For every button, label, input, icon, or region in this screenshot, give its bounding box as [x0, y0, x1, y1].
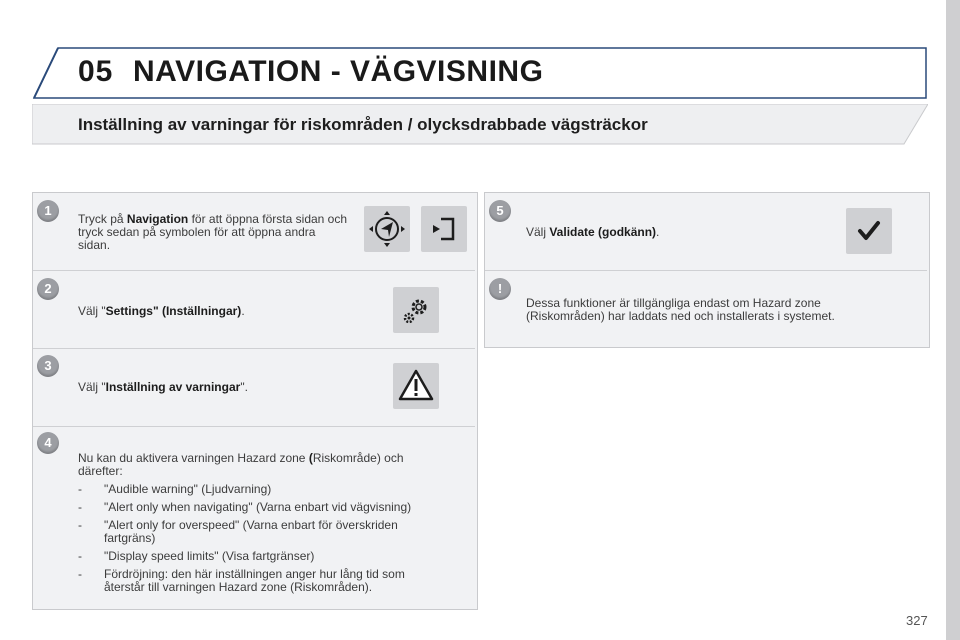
- step-4-divider: [33, 426, 475, 427]
- list-item: - "Display speed limits" (Visa fartgränser): [78, 550, 438, 563]
- step-badge-2: 2: [37, 278, 59, 300]
- step-3-text: Välj "Inställning av varningar".: [78, 380, 248, 394]
- navigation-compass-icon: [364, 206, 410, 252]
- list-item: - "Alert only when navigating" (Varna enbart vid vägvisning): [78, 501, 438, 514]
- step-badge-5: 5: [489, 200, 511, 222]
- page-number: 327: [906, 613, 928, 628]
- note-divider: [485, 270, 927, 271]
- right-margin-strip: [946, 0, 960, 640]
- step-badge-1: 1: [37, 200, 59, 222]
- navigation-button: [364, 206, 410, 252]
- validate-button: [846, 208, 892, 254]
- settings-button: [393, 287, 439, 333]
- section-title: Inställning av varningar för riskområden / olycksdrabbade vägsträckor: [78, 115, 648, 134]
- step-4-text: Nu kan du aktivera varningen Hazard zone (Riskområde) och därefter: - "Audible warning" (Ljudvarning) - "Alert only when navigating" (Varna enbart vid vägvisning) - "Alert only for overspeed" (Varna enbart för överskriden fartgräns) - "Display speed limits" (Visa fartgränser) - Fördröjning: den här inställningen anger hur lång tid som återstår till varningen Hazard zone (Riskområden).: [78, 452, 438, 594]
- warning-options-list: [78, 483, 438, 594]
- warnings-button: [393, 363, 439, 409]
- note-text: Dessa funktioner är tillgängliga endast om Hazard zone (Riskområden) har laddats ned och installerats i systemet.: [526, 296, 835, 323]
- checkmark-icon: [846, 208, 892, 254]
- settings-gears-icon: [393, 287, 439, 333]
- step-2-divider: [33, 270, 475, 271]
- step-badge-4: 4: [37, 432, 59, 454]
- chapter-number: 05: [78, 55, 114, 88]
- list-item: - "Audible warning" (Ljudvarning): [78, 483, 438, 496]
- step-5-text: Välj Validate (godkänn).: [526, 225, 660, 239]
- page-title: NAVIGATION - VÄGVISNING: [133, 55, 544, 88]
- list-item: - Fördröjning: den här inställningen anger hur lång tid som återstår till varningen Hazard zone (Riskområden).: [78, 568, 438, 594]
- next-page-icon: [421, 206, 467, 252]
- next-page-button: [421, 206, 467, 252]
- warning-triangle-icon: [393, 363, 439, 409]
- note-badge: !: [489, 278, 511, 300]
- list-item: - "Alert only for overspeed" (Varna enbart för överskriden fartgräns): [78, 519, 438, 545]
- step-badge-3: 3: [37, 355, 59, 377]
- step-1-text: Tryck på Navigation för att öppna första sidan och tryck sedan på symbolen för att öppna andra sidan.: [78, 212, 348, 252]
- step-2-text: Välj "Settings" (Inställningar).: [78, 304, 245, 318]
- step-3-divider: [33, 348, 475, 349]
